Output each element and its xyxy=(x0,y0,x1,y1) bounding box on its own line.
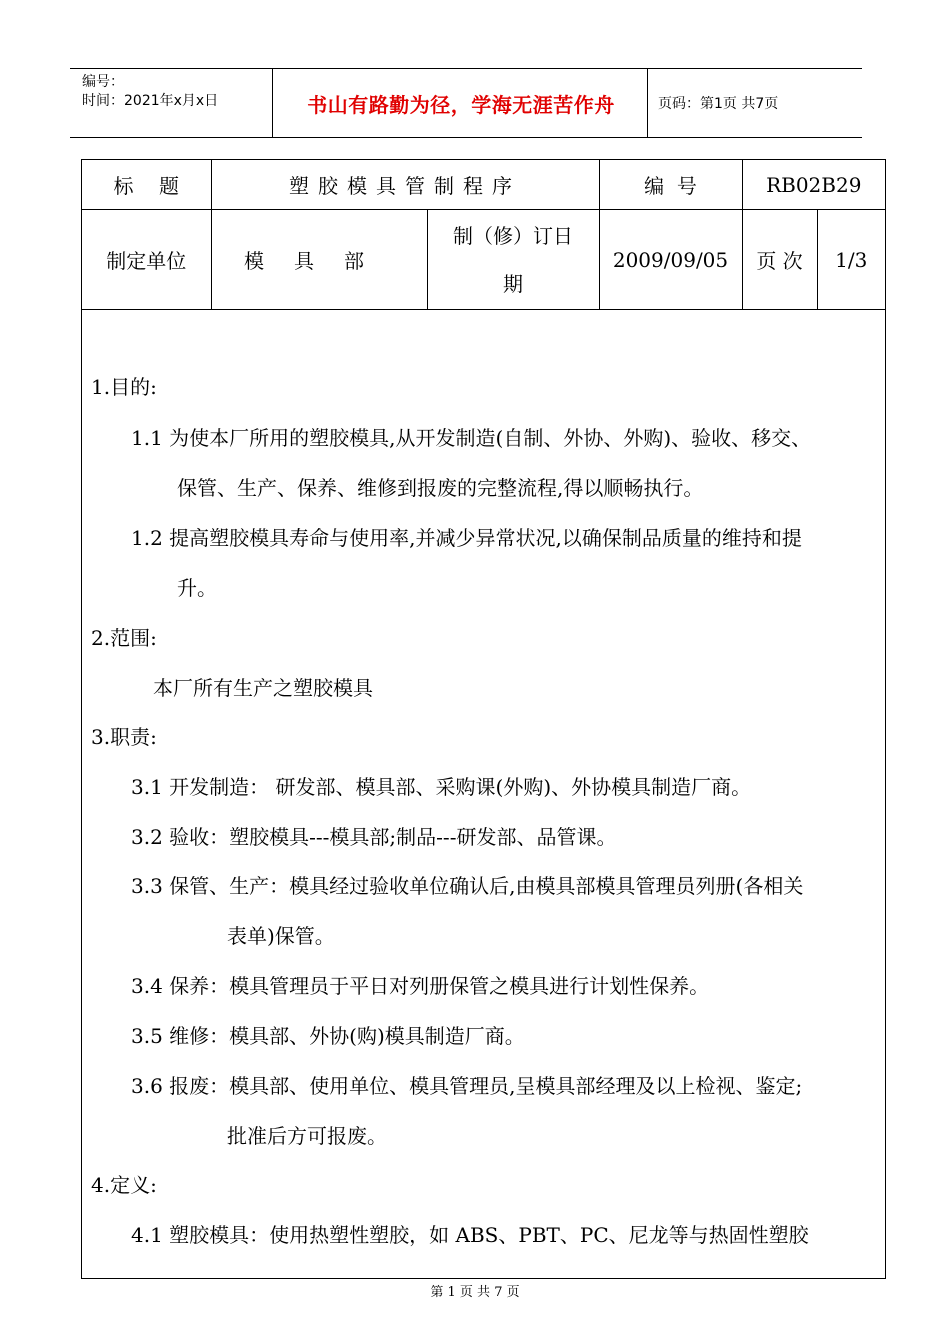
paragraph-line: 保管、生产、保养、维修到报废的完整流程,得以顺畅执行。 xyxy=(177,476,704,500)
page-label: 页 次 xyxy=(756,249,803,273)
time-label: 时间：2021年x月x日 xyxy=(82,93,219,109)
date-label-line2: 期 xyxy=(503,271,523,296)
number-value: RB02B29 xyxy=(766,172,862,197)
info-table xyxy=(82,160,885,310)
paragraph-line: 批准后方可报废。 xyxy=(227,1124,387,1148)
header-divider xyxy=(272,69,273,137)
page-value: 1/3 xyxy=(835,247,868,272)
paragraph-line: 表单)保管。 xyxy=(227,924,335,948)
header-divider xyxy=(647,69,648,137)
unit-label-cell xyxy=(82,210,211,310)
paragraph-line: 3.5 维修：模具部、外协(购)模具制造厂商。 xyxy=(131,1024,525,1048)
paragraph-line: 3.1 开发制造： 研发部、模具部、采购课(外购)、外协模具制造厂商。 xyxy=(131,775,752,799)
section-heading: 2.范围: xyxy=(91,626,157,650)
document-header xyxy=(70,68,862,138)
info-row-unit xyxy=(82,210,885,310)
number-label: 编 号 xyxy=(644,174,697,198)
motto-text: 书山有路勤为径，学海无涯苦作舟 xyxy=(307,92,615,117)
number-label-cell xyxy=(599,160,742,210)
page-value-cell xyxy=(817,210,885,310)
header-meta xyxy=(82,73,218,111)
number-label: 编号： xyxy=(82,74,124,90)
section-heading: 3.职责: xyxy=(91,725,157,749)
date-value: 2009/09/05 xyxy=(612,247,729,272)
unit-label: 制定单位 xyxy=(106,249,187,273)
paragraph-line: 3.2 验收：塑胶模具---模具部;制品---研发部、品管课。 xyxy=(131,825,617,849)
paragraph-line: 本厂所有生产之塑胶模具 xyxy=(153,676,373,700)
title-label: 标 题 xyxy=(113,174,179,198)
date-value-cell xyxy=(599,210,742,310)
date-label-cell xyxy=(427,210,599,310)
title-value-cell xyxy=(211,160,599,210)
section-heading: 1.目的: xyxy=(91,375,157,399)
paragraph-line: 3.4 保养：模具管理员于平日对列册保管之模具进行计划性保养。 xyxy=(131,974,710,998)
document-frame xyxy=(81,159,886,1279)
page-footer: 第 1 页 共 7 页 xyxy=(430,1285,520,1300)
paragraph-line: 3.3 保管、生产：模具经过验收单位确认后,由模具部模具管理员列册(各相关 xyxy=(131,874,804,898)
date-label-line1: 制（修）订日 xyxy=(453,223,573,248)
unit-value: 模具部 xyxy=(244,249,394,273)
paragraph-line: 4.1 塑胶模具：使用热塑性塑胶，如 ABS、PBT、PC、尼龙等与热固性塑胶 xyxy=(131,1223,809,1247)
page-info: 页码：第1页 共7页 xyxy=(658,96,779,112)
paragraph-line: 3.6 报废：模具部、使用单位、模具管理员,呈模具部经理及以上检视、鉴定; xyxy=(131,1074,803,1098)
page-label-cell xyxy=(742,210,817,310)
title-label-cell xyxy=(82,160,211,210)
paragraph-line: 1.2 提高塑胶模具寿命与使用率,并减少异常状况,以确保制品质量的维持和提 xyxy=(131,526,802,550)
unit-value-cell xyxy=(211,210,427,310)
paragraph-line: 1.1 为使本厂所用的塑胶模具,从开发制造(自制、外协、外购)、验收、移交、 xyxy=(131,426,812,450)
info-row-title xyxy=(82,160,885,210)
number-value-cell xyxy=(742,160,885,210)
paragraph-line: 升。 xyxy=(177,576,217,600)
title-value: 塑胶模具管制程序 xyxy=(289,174,521,198)
section-heading: 4.定义: xyxy=(91,1173,157,1197)
